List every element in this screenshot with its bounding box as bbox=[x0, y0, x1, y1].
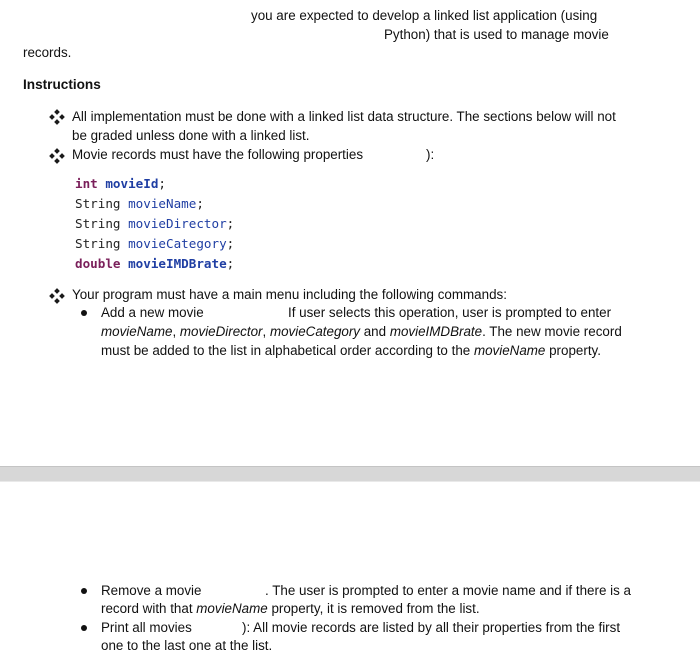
field-name: movieName bbox=[101, 324, 173, 339]
code-field: movieIMDBrate bbox=[128, 256, 227, 271]
diamond-bullet-icon bbox=[50, 110, 64, 124]
bullet-dot-icon bbox=[81, 625, 87, 631]
sentence-tail: property, it is removed from the list. bbox=[267, 601, 480, 616]
add-movie-line-2 bbox=[101, 323, 622, 341]
sentence-tail: . The new movie record bbox=[482, 324, 622, 339]
bullet-2-tail: ): bbox=[426, 147, 435, 162]
code-type: int bbox=[75, 176, 98, 191]
page-divider bbox=[0, 466, 700, 482]
code-type: double bbox=[75, 256, 121, 271]
code-field: movieDirector bbox=[128, 216, 227, 231]
field-name: movieDirector bbox=[179, 324, 263, 339]
code-semicolon: ; bbox=[226, 256, 235, 271]
code-field: movieName bbox=[128, 196, 197, 211]
separator: , bbox=[172, 324, 180, 339]
code-semicolon: ; bbox=[226, 236, 235, 251]
add-movie-desc: If user selects this operation, user is prompted to enter bbox=[288, 305, 612, 320]
sentence-head: must be added to the list in alphabetical order according to the bbox=[101, 343, 474, 358]
code-type: String bbox=[75, 236, 121, 251]
field-name: movieName bbox=[473, 343, 546, 358]
add-movie-line-3 bbox=[101, 342, 601, 360]
bullet-1-line-2: be graded unless done with a linked list. bbox=[72, 128, 310, 143]
code-field: movieCategory bbox=[128, 236, 227, 251]
code-semicolon: ; bbox=[226, 216, 235, 231]
intro-line-1: you are expected to develop a linked list application (using bbox=[251, 8, 598, 23]
code-semicolon: ; bbox=[196, 196, 204, 211]
code-line-moviedirector bbox=[75, 214, 234, 234]
bullet-1-line-1: All implementation must be done with a linked list data structure. The sections below will not bbox=[72, 109, 616, 124]
remove-movie-line-2 bbox=[101, 600, 480, 618]
bullet-dot-icon bbox=[81, 310, 87, 316]
print-movies-desc: ): All movie records are listed by all their properties from the first bbox=[242, 620, 621, 635]
remove-movie-desc: . The user is prompted to enter a movie name and if there is a bbox=[265, 583, 631, 598]
code-line-moviecategory bbox=[75, 234, 234, 254]
print-movies-title: Print all movies bbox=[101, 620, 192, 635]
code-type: String bbox=[75, 216, 121, 231]
code-type: String bbox=[75, 196, 121, 211]
code-line-movieimdbrate bbox=[75, 254, 234, 274]
code-field: movieId bbox=[105, 176, 159, 191]
field-name: movieIMDBrate bbox=[389, 324, 483, 339]
print-movies-line-2: one to the last one at the list. bbox=[101, 638, 273, 653]
intro-line-3: records. bbox=[23, 45, 72, 60]
field-name: movieName bbox=[196, 601, 268, 616]
bullet-2-text: Movie records must have the following properties bbox=[72, 147, 364, 162]
remove-movie-title: Remove a movie bbox=[101, 583, 202, 598]
section-heading: Instructions bbox=[23, 77, 101, 92]
sentence-head: record with that bbox=[101, 601, 197, 616]
add-movie-title: Add a new movie bbox=[101, 305, 204, 320]
code-line-moviename bbox=[75, 194, 204, 214]
intro-line-2: Python) that is used to manage movie bbox=[384, 27, 609, 42]
field-name: movieCategory bbox=[269, 324, 361, 339]
separator: , bbox=[262, 324, 270, 339]
diamond-bullet-icon bbox=[50, 289, 64, 303]
diamond-bullet-icon bbox=[50, 149, 64, 163]
conjunction: and bbox=[360, 324, 390, 339]
bullet-dot-icon bbox=[81, 588, 87, 594]
menu-bullet-text: Your program must have a main menu including the following commands: bbox=[72, 287, 507, 302]
code-semicolon: ; bbox=[158, 176, 167, 191]
sentence-tail: property. bbox=[545, 343, 601, 358]
code-line-movieid bbox=[75, 174, 166, 194]
